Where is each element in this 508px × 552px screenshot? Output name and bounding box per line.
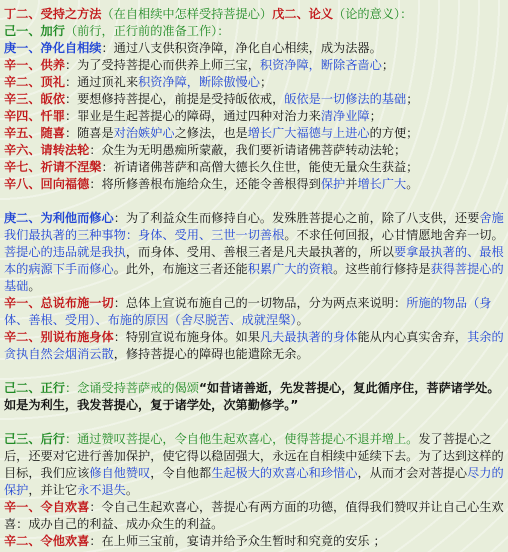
xin2-text: ：通过顶礼来 [64,75,139,89]
xin2-highlight: 积资净障，断除傲慢心 [138,75,260,89]
item-xin1 [4,57,504,74]
heading-xin5: 辛五、随喜 [4,126,65,140]
ji3-highlight-2: 生起极大的欢喜心和珍惜心 [211,466,358,480]
ji2-verse: “如昔诸善逝，先发菩提心，复此循序住，菩萨诸学处。如是为利生，我发菩提心，复于诸学处，次第勤修学。” [4,381,500,412]
heading-ji2: 己二、正行 [4,381,65,395]
ji3-highlight-1: 修自他赞叹 [89,466,151,480]
item-xin5 [4,125,504,142]
spacer [4,193,504,210]
item-z1 [4,499,504,533]
item-y2 [4,329,504,363]
heading-ji1: 己一、加行 [4,24,65,38]
geng2-end: 。 [28,279,41,293]
geng2-highlight-1: 舍施我们最执著的三种事物：身体、受用、三世一切善根 [4,211,504,242]
z1-text: ：令自己生起欢喜心，菩提心有两方面的功德，值得我们赞叹并让自己心生欢喜：成办自己的利益、成办众生的利益。 [4,500,504,531]
xin6-text: ：众生为无明愚痴所蒙蔽，我们要祈请诸佛菩萨转动法轮； [89,143,407,157]
section-geng2 [4,210,504,295]
section-ji1 [4,23,504,40]
heading-y1: 辛一、总说布施一切 [4,296,114,310]
xin1-text: ：为了受持菩提心而供养上师三宝， [64,58,260,72]
geng2-highlight-3: 要拿最执著的、最根本的病源下手而修心 [4,245,504,276]
xin3-text: ：要想修持菩提心，前提是受持皈依戒， [64,92,285,106]
xin8-text-2: 并 [345,177,358,191]
xin5-text: ：随喜是 [64,126,114,140]
geng1-text: ：通过八支供积资净障，净化自心相续，成为法器。 [101,41,382,55]
geng2-text-1: ：为了利益众生而修持自心。发殊胜菩提心之前，除了八支供，还要 [113,211,480,225]
section-ji3 [4,431,504,499]
section-ji2 [4,380,504,414]
heading-xin8: 辛八、回向福德 [4,177,90,191]
geng2-text-3: ，而身体、受用、善根三者是凡夫最执著的，所以 [125,245,394,259]
geng2-highlight-2: 菩提心的违品就是我执 [4,245,126,259]
heading-xin4: 辛四、忏罪 [4,109,65,123]
xin4-end: ； [369,109,382,123]
xin5-text-2: 之修法，也是 [174,126,248,140]
heading-ding2-note: （在自相续中怎样受持菩提心） [101,7,273,21]
y1-end: 。 [296,313,309,327]
item-xin2 [4,74,504,91]
ji3-highlight-4: 永不退失 [77,483,126,497]
spacer [4,414,504,431]
ji3-text-2: ，令自他都 [150,466,212,480]
heading-geng1: 庚一、净化自相续 [4,41,102,55]
heading-xin3: 辛三、皈依 [4,92,65,106]
heading-z1: 辛一、令自欢喜 [4,500,90,514]
xin8-highlight-2: 增长广大 [357,177,407,191]
ji3-text-1: 发了菩提心之后，还要对它进行善加保护，使它得以稳固强大，永远在自相续中延续下去。为了达到这样的目标，我们应该 [4,432,504,480]
xin5-highlight-2: 增长广大福德与上进心 [247,126,370,140]
xin5-end: 的方便； [369,126,419,140]
y2-highlight-2: 其余的贪执自然会烟消云散 [4,330,504,361]
heading-y2: 辛二、别说布施身体 [4,330,114,344]
xin3-end: ； [406,92,419,106]
section-geng1 [4,40,504,57]
item-xin3 [4,91,504,108]
xin3-highlight: 皈依是一切修法的基础 [284,92,407,106]
geng2-text-2: 。不求任何回报，心甘情愿地舍弃一切。 [284,228,504,242]
ji2-text: ：念诵受持菩萨戒的偈颂 [64,381,199,395]
heading-xin6: 辛六、请转法轮 [4,143,90,157]
item-z2 [4,533,504,550]
item-xin4 [4,108,504,125]
document-body [4,6,504,550]
xin5-highlight-1: 对治嫉妒心 [113,126,175,140]
heading-geng2: 庚二、为利他而修心 [4,211,114,225]
heading-xin2: 辛二、顶礼 [4,75,65,89]
header-line [4,6,504,23]
ji3-end: 。 [125,483,139,497]
spacer [4,363,504,380]
y1-highlight: 所施的物品（身体、善根、受用）、布施的原因（舍尽脱苦、成就涅槃） [4,296,492,327]
ji3-text-4: ，并让它 [28,483,78,497]
heading-xin7: 辛七、祈请不涅槃 [4,160,102,174]
geng2-highlight-5: 获得菩提心的基础 [4,262,504,293]
xin1-highlight: 积资净障，断除吝啬心 [259,58,382,72]
xin2-end: ； [259,75,273,89]
xin8-end: 。 [406,177,419,191]
item-xin7 [4,159,504,176]
item-xin6 [4,142,504,159]
heading-ji3: 己三、后行 [4,432,65,446]
heading-xin1: 辛一、供养 [4,58,65,72]
heading-z2: 辛二、令他欢喜 [4,534,90,548]
ji3-highlight-3: 尽力的保护 [4,466,504,497]
ji3-text-3: ，从而才会对菩提心 [357,466,468,480]
xin8-highlight-1: 保护 [320,177,346,191]
heading-wu2: 戊二、论义 [272,7,334,21]
y2-text-1: ：特别宣说布施身体。如果 [113,330,260,344]
item-y1 [4,295,504,329]
xin8-text: ：将所修善根布施给众生，还能令善根得到 [89,177,321,191]
geng2-text-5: 。这些前行修持是 [333,262,431,276]
xin4-text: ：罪业是生起菩提心的障碍，通过四种对治力来 [64,109,321,123]
y2-text-2: 能从内心真实舍弃， [357,330,468,344]
y1-text: ：总体上宣说布施自己的一切物品，分为两点来说明： [113,296,407,310]
ji3-summary: ：通过赞叹菩提心，令自他生起欢喜心，使得菩提心不退并增上。 [64,432,419,446]
heading-ji1-note: （前行，正行前的准备工作）： [64,24,230,38]
geng2-highlight-4: 积累广大的资粮 [247,262,334,276]
item-xin8 [4,176,504,193]
heading-ding2: 丁二、受持之方法 [4,7,102,21]
xin1-end: ； [381,58,394,72]
y2-highlight-1: 凡夫最执著的身体 [259,330,358,344]
geng2-text-4: 。此外，布施这三者还能 [113,262,248,276]
xin7-text: ：祈请诸佛菩萨和高僧大德长久住世，能使无量众生获益； [101,160,419,174]
z2-text: ：在上师三宝前，宴请并给予众生暂时和究竟的安乐 ； [89,534,386,548]
heading-wu2-note: （论的意义）： [333,7,413,21]
xin4-highlight: 清净业障 [320,109,370,123]
y2-end: ，修持菩提心的障碍也能遣除无余。 [113,347,309,361]
